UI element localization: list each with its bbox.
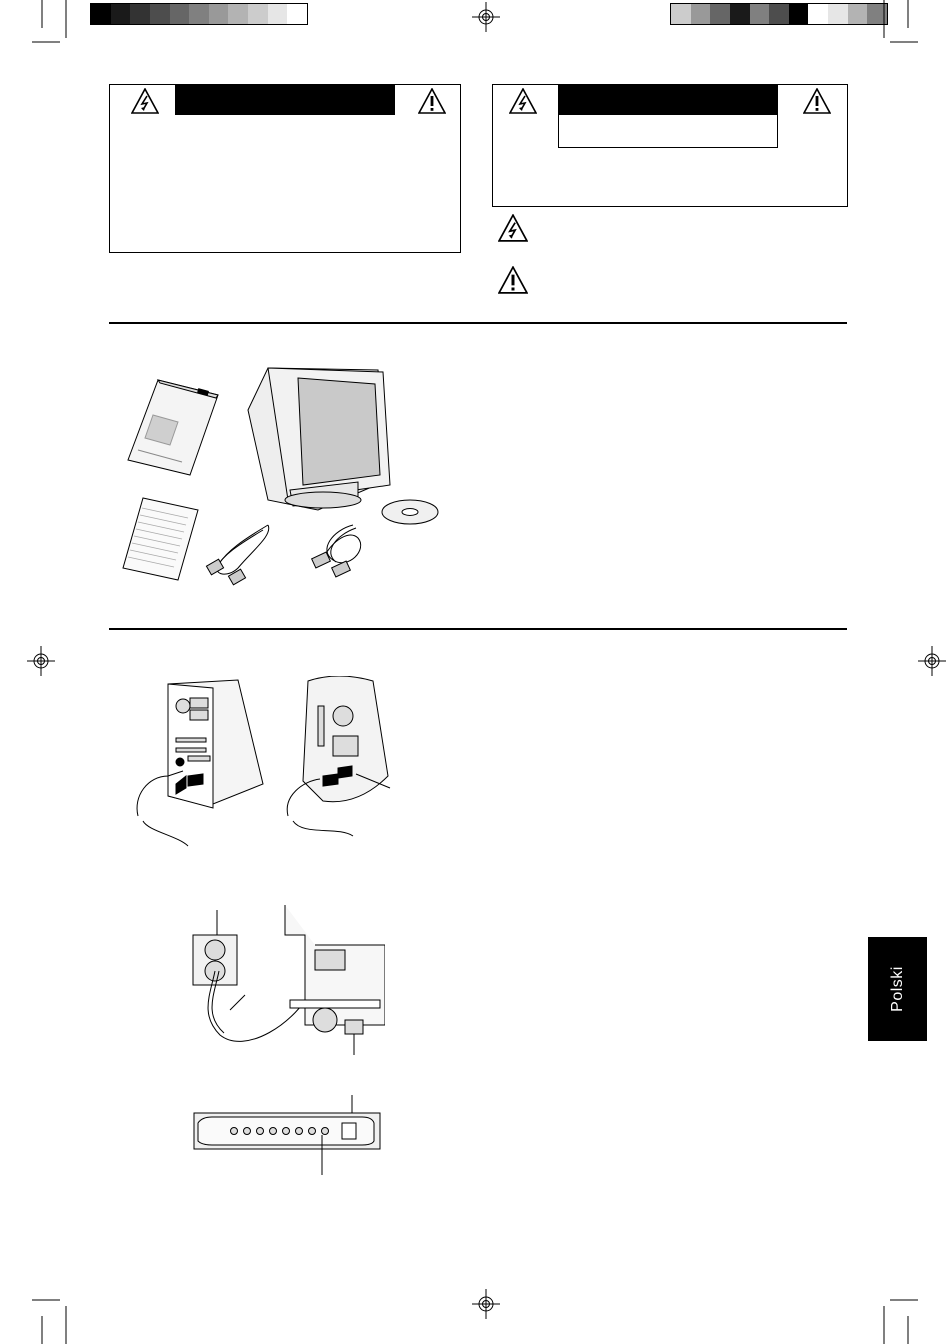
registration-mark-bottom	[472, 1289, 500, 1319]
exclamation-triangle-icon	[498, 266, 528, 294]
warning-box-left	[109, 84, 461, 253]
lightning-triangle-icon	[509, 88, 537, 114]
language-tab-label: Polski	[888, 966, 906, 1012]
pc-connection-illustration	[128, 676, 268, 851]
language-side-tab	[868, 937, 927, 1041]
caution-title-bar	[558, 85, 778, 115]
section-divider	[109, 628, 847, 630]
power-cord-illustration	[206, 525, 268, 585]
lightning-triangle-icon	[498, 214, 528, 242]
registration-mark-right	[918, 646, 946, 676]
mac-connection-illustration	[278, 676, 398, 851]
cd-rom-illustration	[382, 500, 438, 524]
front-panel-illustration	[192, 1095, 382, 1175]
user-manual-illustration	[128, 380, 218, 475]
registration-mark-top	[472, 2, 500, 32]
warning-box-right	[492, 84, 848, 207]
lightning-triangle-icon	[131, 88, 159, 114]
leaflet-illustration	[123, 498, 198, 580]
exclamation-triangle-icon	[418, 88, 446, 114]
package-contents-illustration	[118, 350, 448, 595]
registration-mark-left	[27, 646, 55, 676]
section-divider	[109, 322, 847, 324]
power-connection-illustration	[185, 905, 385, 1060]
warning-title-bar	[175, 85, 395, 115]
signal-cable-illustration	[312, 525, 361, 577]
exclamation-triangle-icon	[803, 88, 831, 114]
caution-subtitle-box	[558, 115, 778, 148]
crt-monitor-illustration	[248, 368, 390, 510]
